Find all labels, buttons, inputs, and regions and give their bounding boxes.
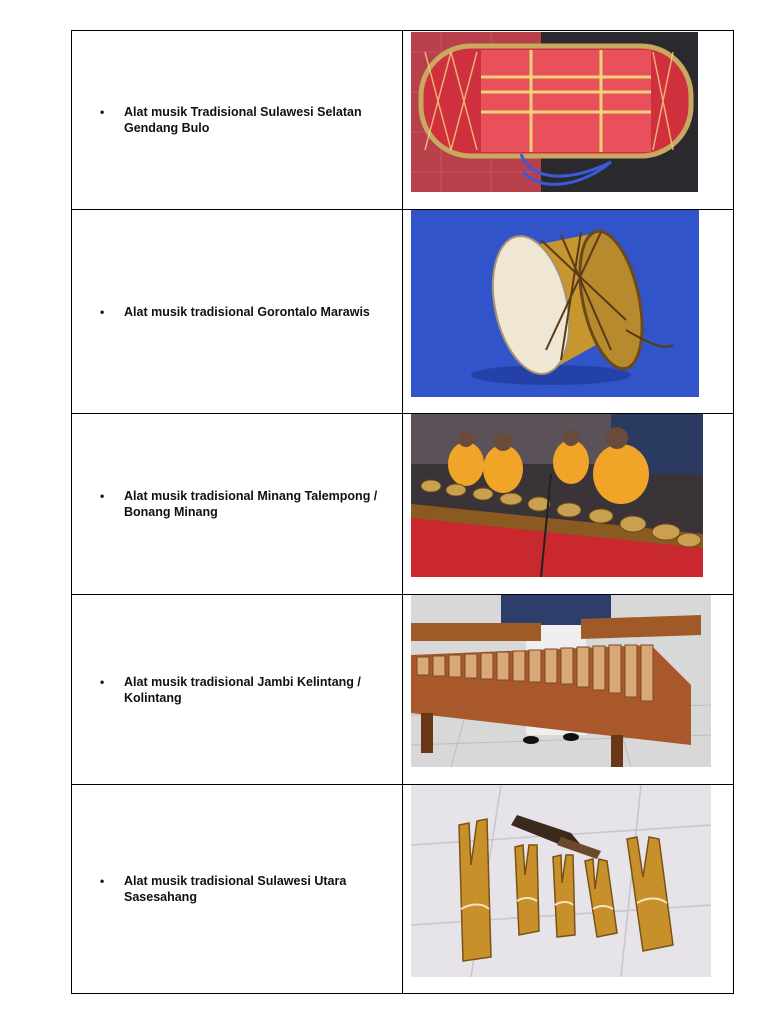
bullet-icon: • [100, 674, 105, 689]
bullet-icon: • [100, 304, 105, 319]
table-row [72, 785, 734, 994]
list-item [72, 674, 402, 706]
label-cell [72, 595, 403, 785]
label-cell [72, 785, 403, 994]
list-item [72, 304, 402, 320]
instrument-label: Alat musik tradisional Minang Talempong / Bonang Minang [124, 489, 378, 519]
table-row [72, 414, 734, 595]
table-row [72, 31, 734, 210]
list-item [72, 873, 402, 905]
sasesahang-bamboo-image [411, 785, 711, 977]
image-cell [403, 595, 734, 785]
image-cell [403, 785, 734, 994]
image-cell [403, 210, 734, 414]
bullet-icon: • [100, 105, 105, 119]
instrument-label: Alat musik tradisional Sulawesi Utara Sasesahang [124, 874, 347, 904]
bullet-icon: • [100, 874, 105, 888]
table-row [72, 595, 734, 785]
kolintang-xylophone-image [411, 595, 711, 767]
table-row [72, 210, 734, 414]
marawis-drum-image [411, 210, 699, 397]
talempong-ensemble-image [411, 414, 703, 577]
instrument-label: Alat musik tradisional Jambi Kelintang / Kolintang [124, 674, 361, 705]
label-cell [72, 31, 403, 210]
instrument-label: Alat musik tradisional Gorontalo Marawis [124, 304, 370, 319]
label-cell [72, 210, 403, 414]
bullet-icon: • [100, 489, 105, 503]
instrument-table [71, 30, 734, 994]
image-cell [403, 414, 734, 595]
label-cell [72, 414, 403, 595]
gendang-bulo-drum-image [411, 32, 698, 192]
instrument-label: Alat musik Tradisional Sulawesi Selatan Gendang Bulo [124, 105, 362, 135]
list-item [72, 104, 402, 136]
list-item [72, 488, 402, 520]
image-cell [403, 31, 734, 210]
